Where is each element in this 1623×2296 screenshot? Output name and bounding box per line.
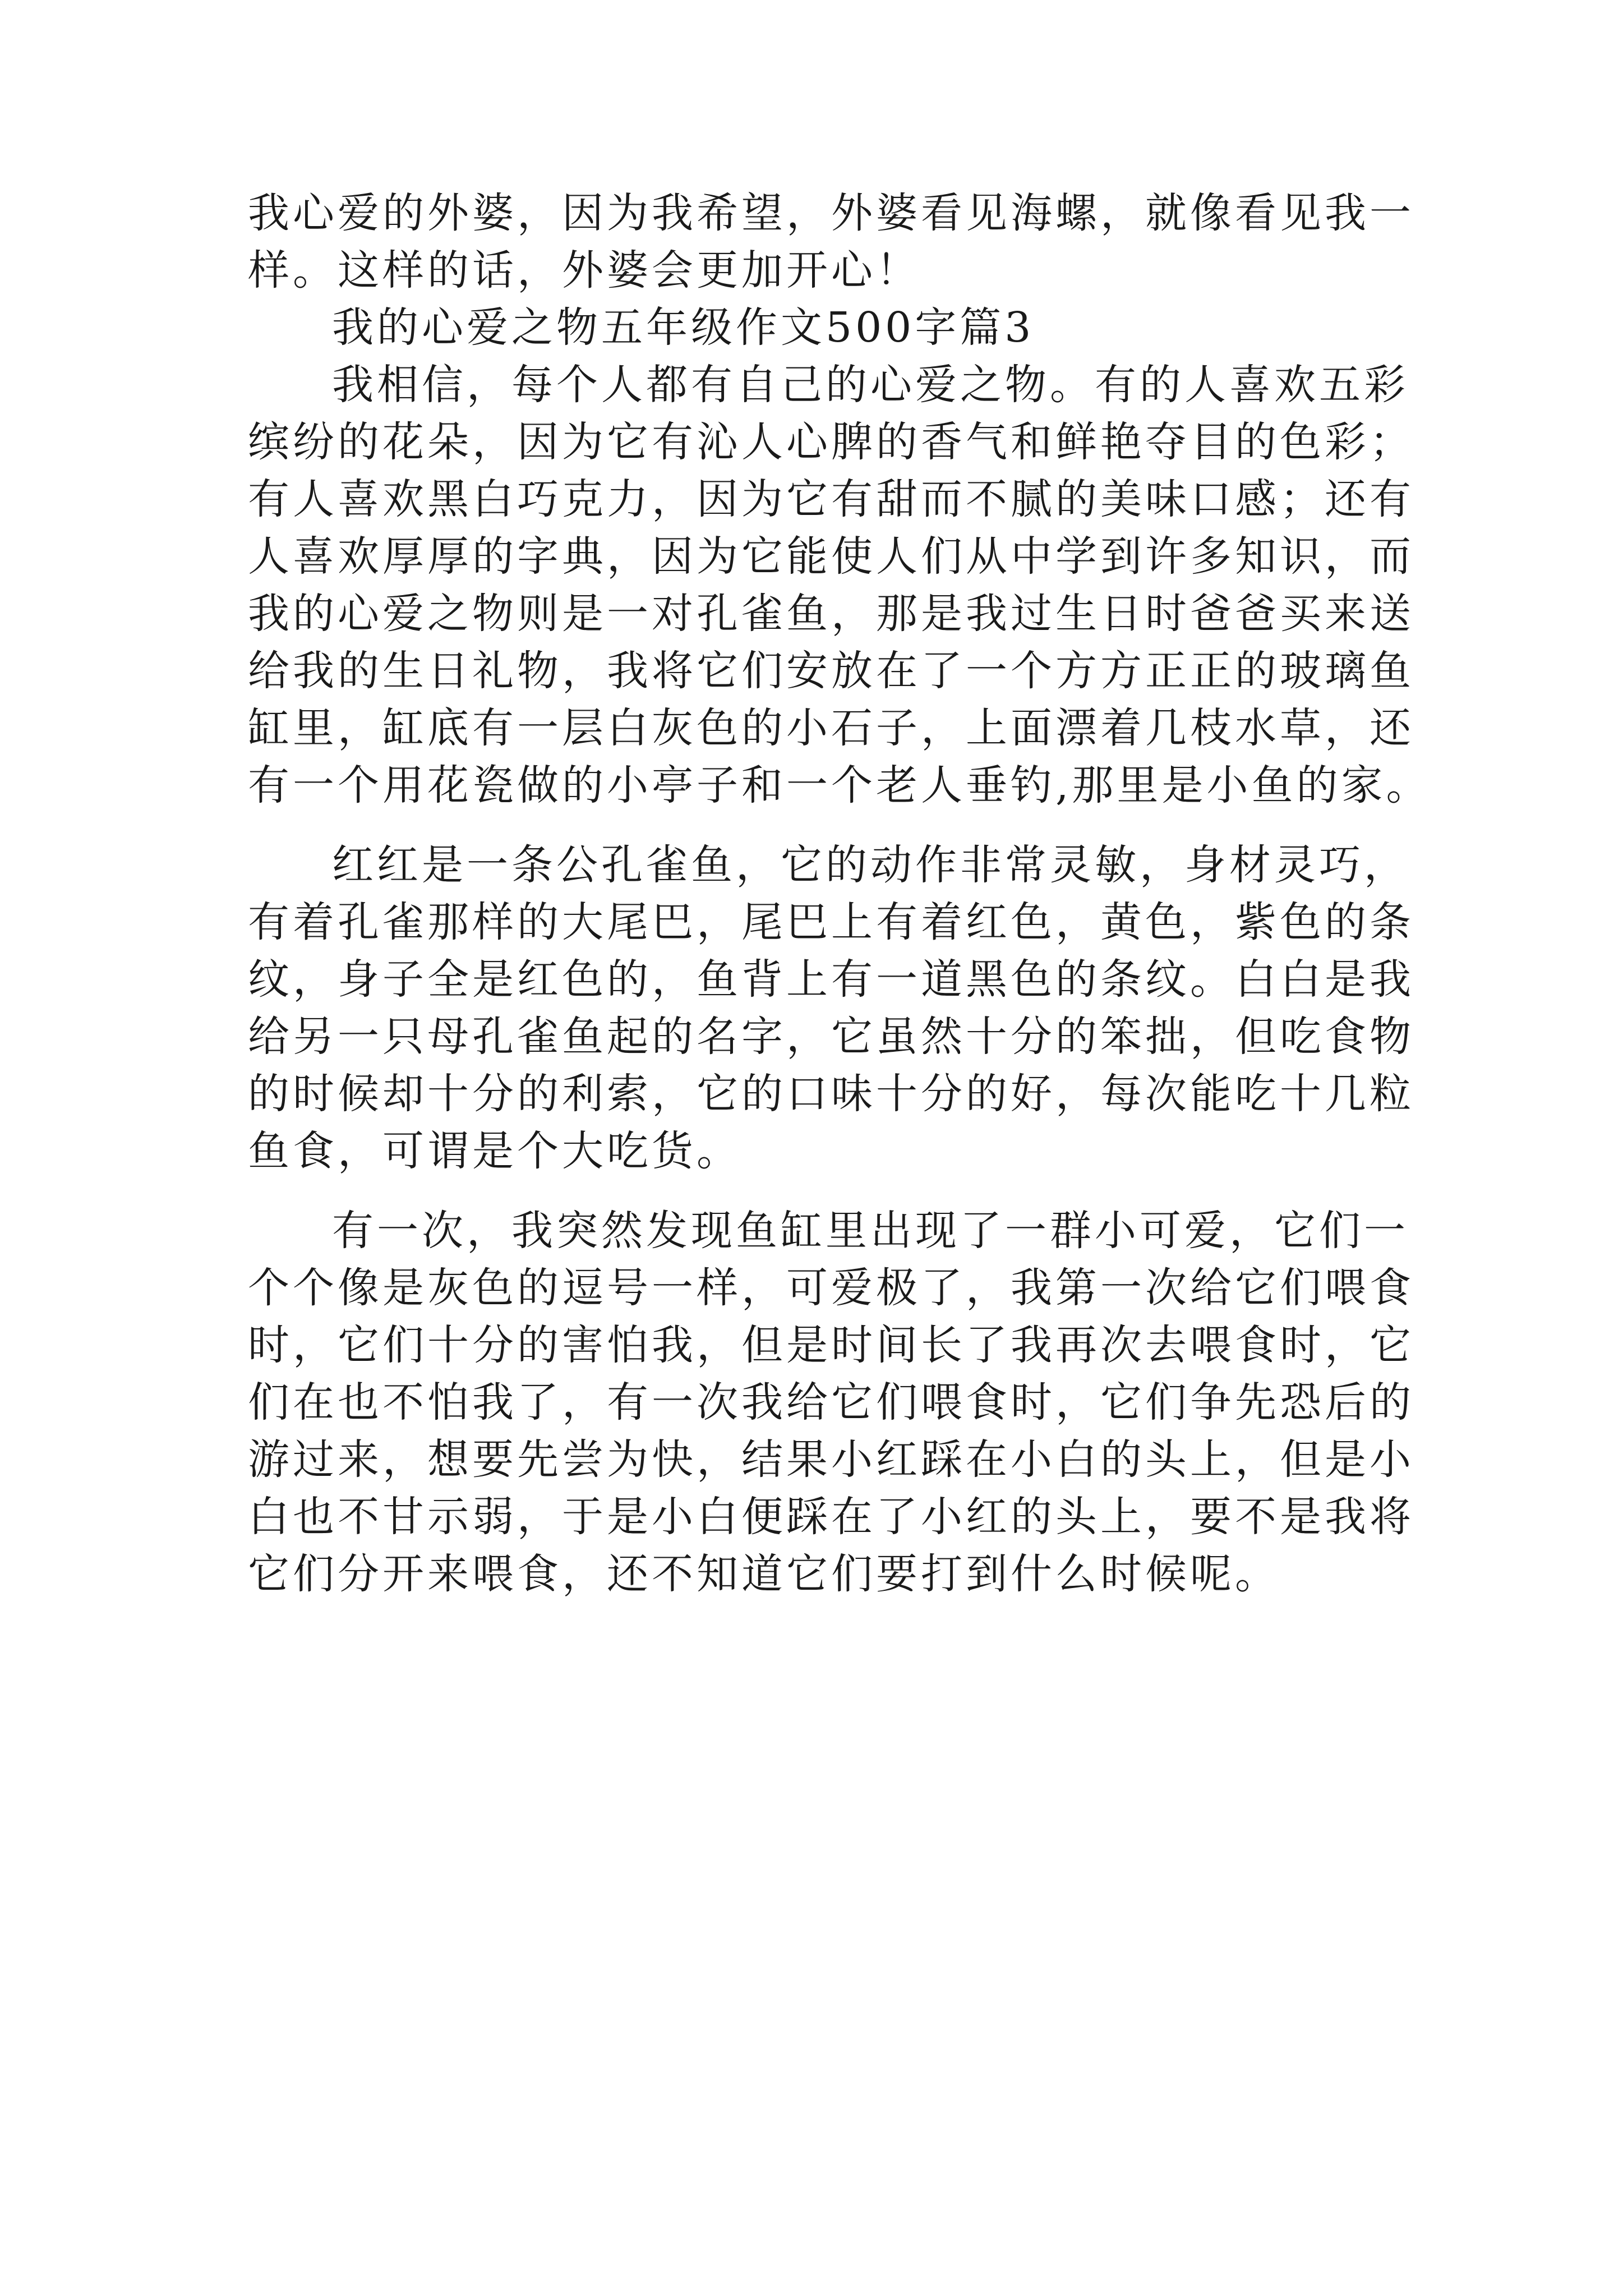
text-line: 们在也不怕我了，有一次我给它们喂食时，它们争先恐后的 bbox=[248, 1378, 1414, 1427]
text-line: 缸里，缸底有一层白灰色的小石子，上面漂着几枝水草，还 bbox=[248, 704, 1414, 752]
text-line: 它们分开来喂食，还不知道它们要打到什么时候呢。 bbox=[248, 1550, 1280, 1598]
text-line: 给另一只母孔雀鱼起的名字，它虽然十分的笨拙，但吃食物 bbox=[248, 1013, 1414, 1061]
text-line: 缤纷的花朵，因为它有沁人心脾的香气和鲜艳夺目的色彩； bbox=[248, 418, 1414, 466]
text-line: 时，它们十分的害怕我，但是时间长了我再次去喂食时，它 bbox=[248, 1321, 1414, 1369]
text-line: 有一个用花瓷做的小亭子和一个老人垂钓,那里是小鱼的家。 bbox=[248, 761, 1431, 809]
text-line: 有着孔雀那样的大尾巴，尾巴上有着红色，黄色，紫色的条 bbox=[248, 898, 1414, 946]
text-line: 样。这样的话，外婆会更加开心！ bbox=[248, 246, 921, 295]
text-line: 我相信，每个人都有自己的心爱之物。有的人喜欢五彩 bbox=[332, 361, 1409, 409]
text-line: 纹，身子全是红色的，鱼背上有一道黑色的条纹。白白是我 bbox=[248, 955, 1414, 1004]
text-line: 有一次，我突然发现鱼缸里出现了一群小可爱，它们一 bbox=[332, 1207, 1409, 1255]
text-line: 鱼食，可谓是个大吃货。 bbox=[248, 1127, 741, 1175]
text-line: 白也不甘示弱，于是小白便踩在了小红的头上，要不是我将 bbox=[248, 1493, 1414, 1541]
text-line: 我的心爱之物则是一对孔雀鱼，那是我过生日时爸爸买来送 bbox=[248, 590, 1414, 638]
text-line: 的时候却十分的利索，它的口味十分的好，每次能吃十几粒 bbox=[248, 1070, 1414, 1118]
text-line: 人喜欢厚厚的字典，因为它能使人们从中学到许多知识，而 bbox=[248, 532, 1414, 581]
text-line: 给我的生日礼物，我将它们安放在了一个方方正正的玻璃鱼 bbox=[248, 647, 1414, 695]
text-line: 游过来，想要先尝为快，结果小红踩在小白的头上，但是小 bbox=[248, 1435, 1414, 1484]
text-line: 红红是一条公孔雀鱼，它的动作非常灵敏，身材灵巧， bbox=[332, 841, 1409, 889]
document-body bbox=[248, 185, 1431, 1603]
text-line: 个个像是灰色的逗号一样，可爱极了，我第一次给它们喂食 bbox=[248, 1264, 1414, 1312]
section-heading: 我的心爱之物五年级作文500字篇3 bbox=[332, 303, 1035, 352]
text-line: 有人喜欢黑白巧克力，因为它有甜而不腻的美味口感；还有 bbox=[248, 475, 1414, 523]
text-line: 我心爱的外婆，因为我希望，外婆看见海螺，就像看见我一 bbox=[248, 189, 1414, 237]
